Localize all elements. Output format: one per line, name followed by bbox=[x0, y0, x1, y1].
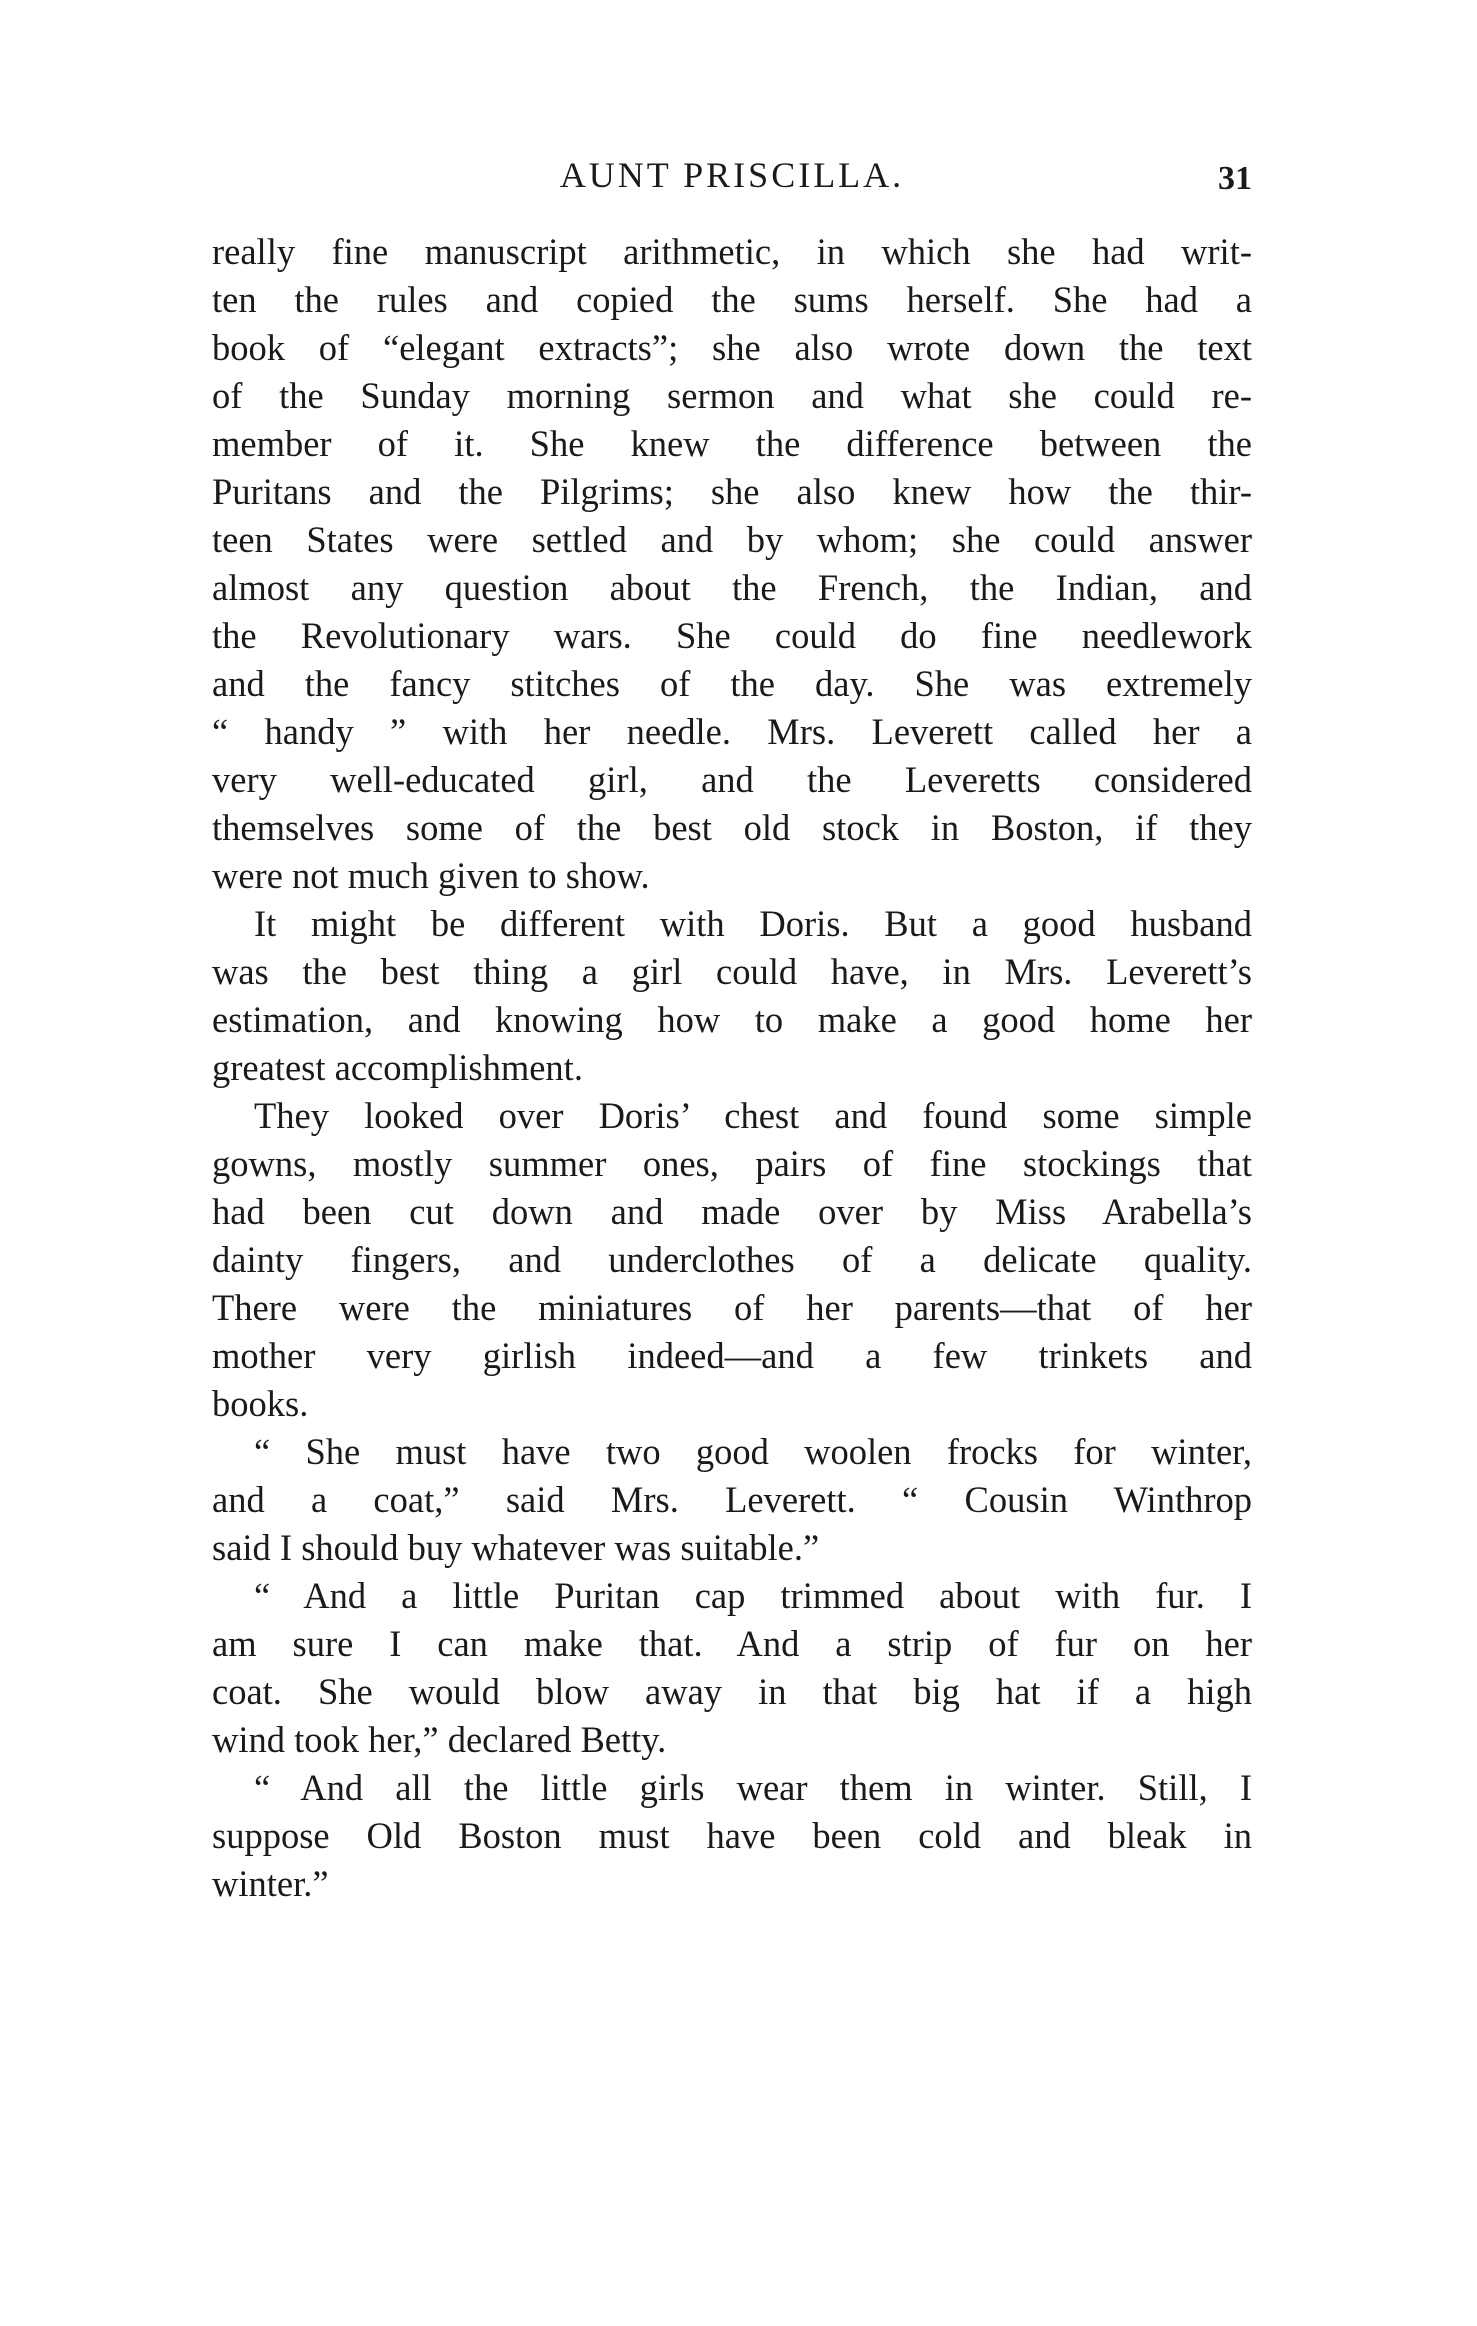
text-line: dainty fingers, and underclothes of a delicate quality. bbox=[212, 1239, 1252, 1280]
text-line: teen States were settled and by whom; she could answer bbox=[212, 519, 1252, 560]
text-line: “ handy ” with her needle. Mrs. Leverett called her a bbox=[212, 711, 1252, 752]
body-text bbox=[212, 228, 1252, 1908]
text-line: “ She must have two good woolen frocks for winter, bbox=[254, 1431, 1252, 1472]
page-number: 31 bbox=[1218, 160, 1252, 197]
text-line: wind took her,” declared Betty. bbox=[212, 1719, 667, 1760]
text-line: There were the miniatures of her parents—that of her bbox=[212, 1287, 1252, 1328]
text-line: winter.” bbox=[212, 1863, 329, 1904]
text-line: almost any question about the French, the Indian, and bbox=[212, 567, 1252, 608]
text-line: were not much given to show. bbox=[212, 855, 650, 896]
text-line: book of “elegant extracts”; she also wrote down the text bbox=[212, 327, 1252, 368]
text-line: estimation, and knowing how to make a good home her bbox=[212, 999, 1252, 1040]
text-line: greatest accomplishment. bbox=[212, 1047, 583, 1088]
text-line: and a coat,” said Mrs. Leverett. “ Cousin Winthrop bbox=[212, 1479, 1252, 1520]
text-line: coat. She would blow away in that big hat if a high bbox=[212, 1671, 1252, 1712]
text-line: really fine manuscript arithmetic, in which she had writ- bbox=[212, 231, 1252, 272]
text-line: themselves some of the best old stock in Boston, if they bbox=[212, 807, 1252, 848]
text-line: gowns, mostly summer ones, pairs of fine stockings that bbox=[212, 1143, 1252, 1184]
running-head bbox=[212, 150, 1252, 200]
text-line: books. bbox=[212, 1383, 309, 1424]
text-line: the Revolutionary wars. She could do fine needlework bbox=[212, 615, 1252, 656]
text-line: mother very girlish indeed—and a few trinkets and bbox=[212, 1335, 1252, 1376]
text-line: They looked over Doris’ chest and found some simple bbox=[254, 1095, 1252, 1136]
text-line: very well-educated girl, and the Leveretts considered bbox=[212, 759, 1252, 800]
text-line: Puritans and the Pilgrims; she also knew how the thir- bbox=[212, 471, 1252, 512]
text-line: “ And a little Puritan cap trimmed about with fur. I bbox=[254, 1575, 1252, 1616]
text-line: and the fancy stitches of the day. She was extremely bbox=[212, 663, 1252, 704]
text-line: suppose Old Boston must have been cold and bleak in bbox=[212, 1815, 1252, 1856]
text-line: was the best thing a girl could have, in Mrs. Leverett’s bbox=[212, 951, 1252, 992]
text-line: ten the rules and copied the sums herself. She had a bbox=[212, 279, 1252, 320]
text-line: member of it. She knew the difference between the bbox=[212, 423, 1252, 464]
text-line: of the Sunday morning sermon and what she could re- bbox=[212, 375, 1252, 416]
text-line: It might be different with Doris. But a good husband bbox=[254, 903, 1252, 944]
text-line: had been cut down and made over by Miss Arabella’s bbox=[212, 1191, 1252, 1232]
text-line: “ And all the little girls wear them in winter. Still, I bbox=[254, 1767, 1252, 1808]
text-line: said I should buy whatever was suitable.” bbox=[212, 1527, 820, 1568]
running-title: AUNT PRISCILLA. bbox=[559, 155, 905, 195]
text-line: am sure I can make that. And a strip of fur on her bbox=[212, 1623, 1252, 1664]
